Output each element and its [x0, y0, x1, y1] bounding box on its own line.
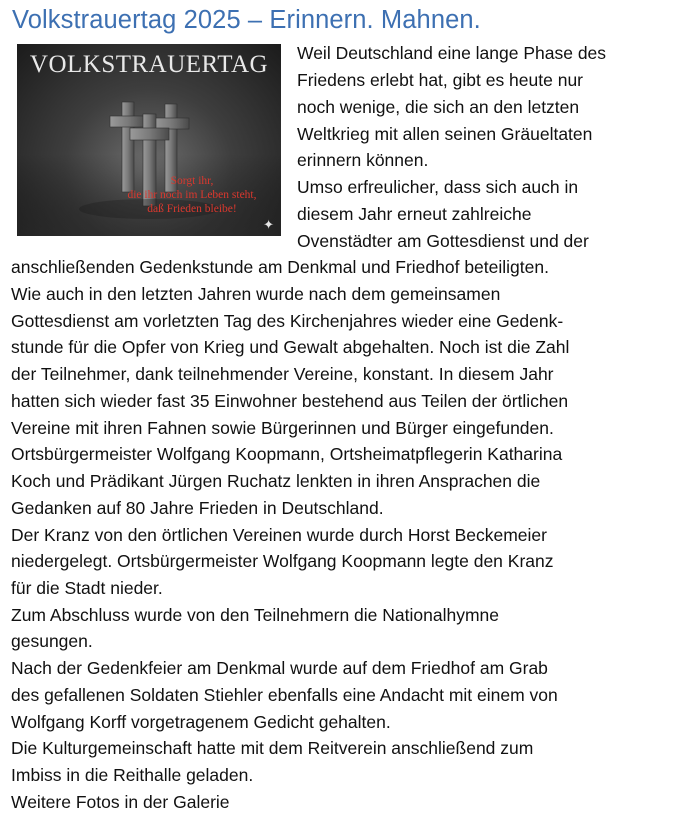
body-line: hatten sich wieder fast 35 Einwohner bestehend aus Teilen der örtlichen [11, 391, 569, 411]
body-line: für die Stadt nieder. [11, 578, 163, 598]
body-line: Koch und Prädikant Jürgen Ruchatz lenkten in ihren Ansprachen die [11, 471, 541, 491]
article-image[interactable] [17, 44, 281, 236]
body-line: Wie auch in den letzten Jahren wurde nach dem gemeinsamen [11, 284, 501, 304]
image-quote-line: daß Frieden bleibe! [147, 203, 237, 215]
sparkle-icon: ✦ [263, 217, 274, 232]
image-quote-line: Sorgt ihr, [170, 175, 214, 187]
image-quote-line: die ihr noch im Leben steht, [127, 189, 257, 201]
body-line: Die Kulturgemeinschaft hatte mit dem Reitverein anschließend zum [11, 738, 534, 758]
body-line: Umso erfreulicher, dass sich auch in [297, 177, 579, 197]
article-title: Volkstrauertag 2025 – Erinnern. Mahnen. [12, 6, 481, 34]
body-line: diesem Jahr erneut zahlreiche [297, 204, 532, 224]
body-line: Ortsbürgermeister Wolfgang Koopmann, Ortsheimatpflegerin Katharina [11, 444, 563, 464]
body-line: Der Kranz von den örtlichen Vereinen wurde durch Horst Beckemeier [11, 525, 547, 545]
body-line: stunde für die Opfer von Krieg und Gewalt abgehalten. Noch ist die Zahl [11, 337, 570, 357]
body-line: Zum Abschluss wurde von den Teilnehmern die Nationalhymne [11, 605, 500, 625]
body-line: Nach der Gedenkfeier am Denkmal wurde auf dem Friedhof am Grab [11, 658, 548, 678]
body-line: Friedens erlebt hat, gibt es heute nur [297, 70, 584, 90]
image-heading: VOLKSTRAUERTAG [29, 51, 269, 78]
body-line: niedergelegt. Ortsbürgermeister Wolfgang Koopmann legte den Kranz [11, 551, 554, 571]
body-line: der Teilnehmer, dank teilnehmender Vereine, konstant. In diesem Jahr [11, 364, 554, 384]
gallery-link[interactable]: Weitere Fotos in der Galerie [11, 792, 230, 812]
body-line: Wolfgang Korff vorgetragenem Gedicht gehalten. [11, 712, 391, 732]
body-line: anschließenden Gedenkstunde am Denkmal und Friedhof beteiligten. [11, 257, 549, 277]
body-line: noch wenige, die sich an den letzten [297, 97, 580, 117]
body-line: erinnern können. [297, 150, 429, 170]
body-line: des gefallenen Soldaten Stiehler ebenfalls eine Andacht mit einem von [11, 685, 558, 705]
body-line: Ovenstädter am Gottesdienst und der [297, 231, 589, 251]
body-line: Imbiss in die Reithalle geladen. [11, 765, 254, 785]
image-quote [107, 174, 277, 216]
body-line: Weil Deutschland eine lange Phase des [297, 43, 607, 63]
body-line: gesungen. [11, 631, 93, 651]
body-line: Vereine mit ihren Fahnen sowie Bürgerinnen und Bürger eingefunden. [11, 418, 554, 438]
body-line: Gottesdienst am vorletzten Tag des Kirchenjahres wieder eine Gedenk- [11, 311, 564, 331]
body-line: Weltkrieg mit allen seinen Gräueltaten [297, 124, 593, 144]
body-line: Gedanken auf 80 Jahre Frieden in Deutschland. [11, 498, 384, 518]
